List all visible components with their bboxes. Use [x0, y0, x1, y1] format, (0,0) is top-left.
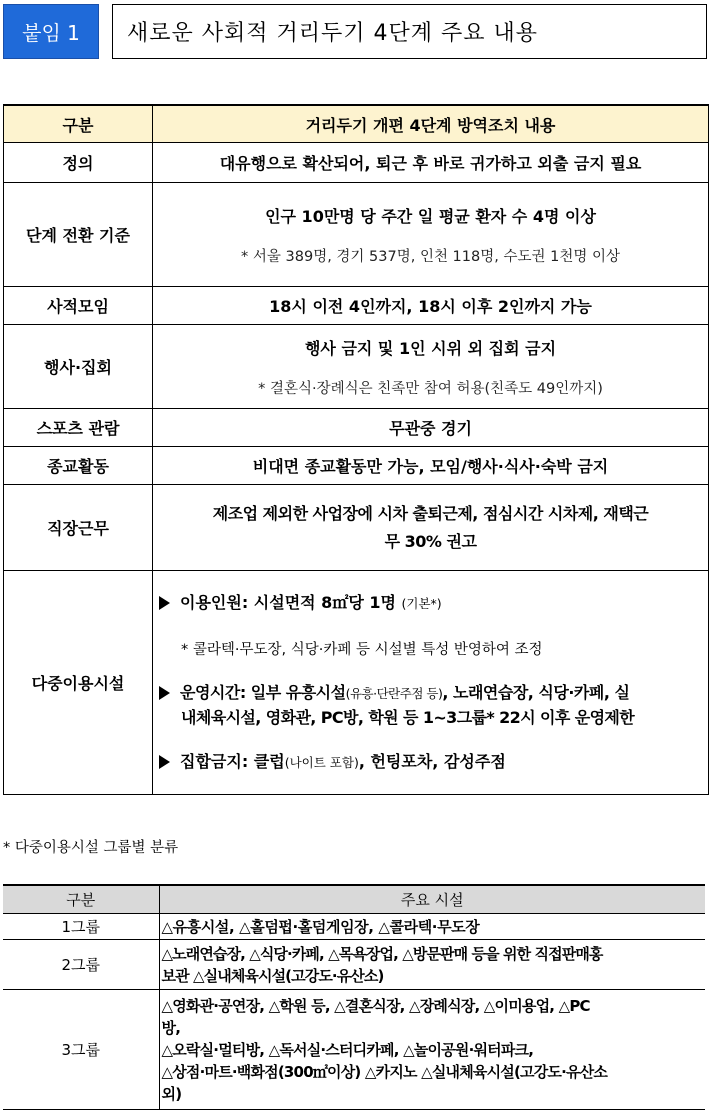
facility-item	[159, 750, 708, 775]
events-note: * 결혼식·장례식은 친족만 참여 허용(친족도 49인까지)	[258, 380, 603, 397]
group-items-line: △유흥시설, △홀덤펍·홀덤게임장, △콜라텍·무도장	[161, 917, 480, 936]
facility-item-text: 운영시간: 일부 유흥시설	[180, 682, 346, 702]
table-row	[4, 409, 709, 447]
group-items-line: △상점·마트·백화점(300㎡이상) △카지노 △실내체육시설(고강도·유산소	[161, 1062, 608, 1081]
group-label: 2그룹	[3, 940, 159, 990]
table-row	[4, 325, 709, 409]
triangle-bullet-icon	[159, 686, 170, 700]
table-row	[3, 990, 705, 1110]
group-items-line: △오락실·멀티방, △독서실·스터디카페, △놀이공원·워터파크,	[161, 1040, 534, 1059]
footnote: * 다중이용시설 그룹별 분류	[3, 840, 179, 856]
header-category: 구분	[4, 105, 153, 143]
criteria-note: * 서울 389명, 경기 537명, 인천 118명, 수도권 1천명 이상	[241, 248, 620, 265]
header-facilities: 주요 시설	[159, 885, 705, 914]
facility-item-small: (유흥·단란주점 등)	[345, 685, 443, 701]
facility-item	[159, 681, 708, 706]
group-items-line: △노래연습장, △식당·카페, △목욕장업, △방문판매 등을 위한 직접판매홍	[161, 944, 603, 963]
measures-table	[3, 104, 709, 795]
table-row	[4, 447, 709, 485]
row-value: 대유행으로 확산되어, 퇴근 후 바로 귀가하고 외출 금지 필요	[153, 143, 709, 183]
group-items	[159, 990, 705, 1110]
row-label: 사적모임	[4, 287, 153, 325]
group-table	[3, 884, 705, 1110]
facility-item-text: 집합금지: 클럽	[180, 751, 285, 771]
group-items-line: 방,	[161, 1018, 181, 1037]
group-label: 3그룹	[3, 990, 159, 1110]
row-value: 무관중 경기	[153, 409, 709, 447]
row-label: 종교활동	[4, 447, 153, 485]
table-header-row	[4, 105, 709, 143]
table-row	[4, 485, 709, 571]
facility-note: * 콜라텍·무도장, 식당·카페 등 시설별 특성 반영하여 조정	[181, 641, 543, 658]
group-items-line: 외)	[161, 1084, 182, 1103]
row-value: 비대면 종교활동만 가능, 모임/행사·식사·숙박 금지	[153, 447, 709, 485]
facility-item-text: , 헌팅포차, 감성주점	[358, 751, 506, 771]
header-content: 거리두기 개편 4단계 방역조치 내용	[153, 105, 709, 143]
criteria-value: 인구 10만명 당 주간 일 평균 환자 수 4명 이상	[265, 206, 596, 226]
facilities-value	[153, 571, 709, 795]
row-value	[153, 183, 709, 287]
row-label: 다중이용시설	[4, 571, 153, 795]
events-value: 행사 금지 및 1인 시위 외 집회 금지	[304, 338, 557, 358]
header-group: 구분	[3, 885, 159, 914]
row-label: 정의	[4, 143, 153, 183]
group-items	[159, 914, 705, 940]
table-row	[3, 914, 705, 940]
attachment-badge: 붙임 1	[3, 4, 99, 59]
group-items-line: △영화관·공연장, △학원 등, △결혼식장, △장례식장, △이미용업, △PC	[161, 996, 590, 1015]
facility-item-text: 이용인원: 시설면적 8㎡당 1명	[180, 592, 396, 612]
facility-item-text: , 노래연습장, 식당·카페, 실	[442, 682, 630, 702]
row-value	[153, 485, 709, 571]
group-items	[159, 940, 705, 990]
page-title: 새로운 사회적 거리두기 4단계 주요 내용	[112, 4, 707, 59]
table-row	[4, 287, 709, 325]
facility-item	[159, 591, 708, 616]
table-row	[4, 571, 709, 795]
row-label: 행사·집회	[4, 325, 153, 409]
table-row	[4, 183, 709, 287]
row-label: 스포츠 관람	[4, 409, 153, 447]
table-row	[4, 143, 709, 183]
facility-item-small: (기본*)	[401, 595, 442, 611]
row-value	[153, 325, 709, 409]
triangle-bullet-icon	[159, 755, 170, 769]
work-value-line1: 제조업 제외한 사업장에 시차 출퇴근제, 점심시간 시차제, 재택근	[212, 503, 649, 523]
group-table-header	[3, 885, 705, 914]
row-value: 18시 이전 4인까지, 18시 이후 2인까지 가능	[153, 287, 709, 325]
row-label: 직장근무	[4, 485, 153, 571]
facility-item-line2: 내체육시설, 영화관, PC방, 학원 등 1~3그룹* 22시 이후 운영제한	[181, 707, 635, 727]
group-label: 1그룹	[3, 914, 159, 940]
triangle-bullet-icon	[159, 596, 170, 610]
work-value-line2: 무 30% 권고	[384, 531, 477, 551]
group-items-line: 보관 △실내체육시설(고강도·유산소)	[161, 966, 384, 985]
table-row	[3, 940, 705, 990]
facility-item-small: (나이트 포함)	[284, 754, 359, 770]
row-label: 단계 전환 기준	[4, 183, 153, 287]
